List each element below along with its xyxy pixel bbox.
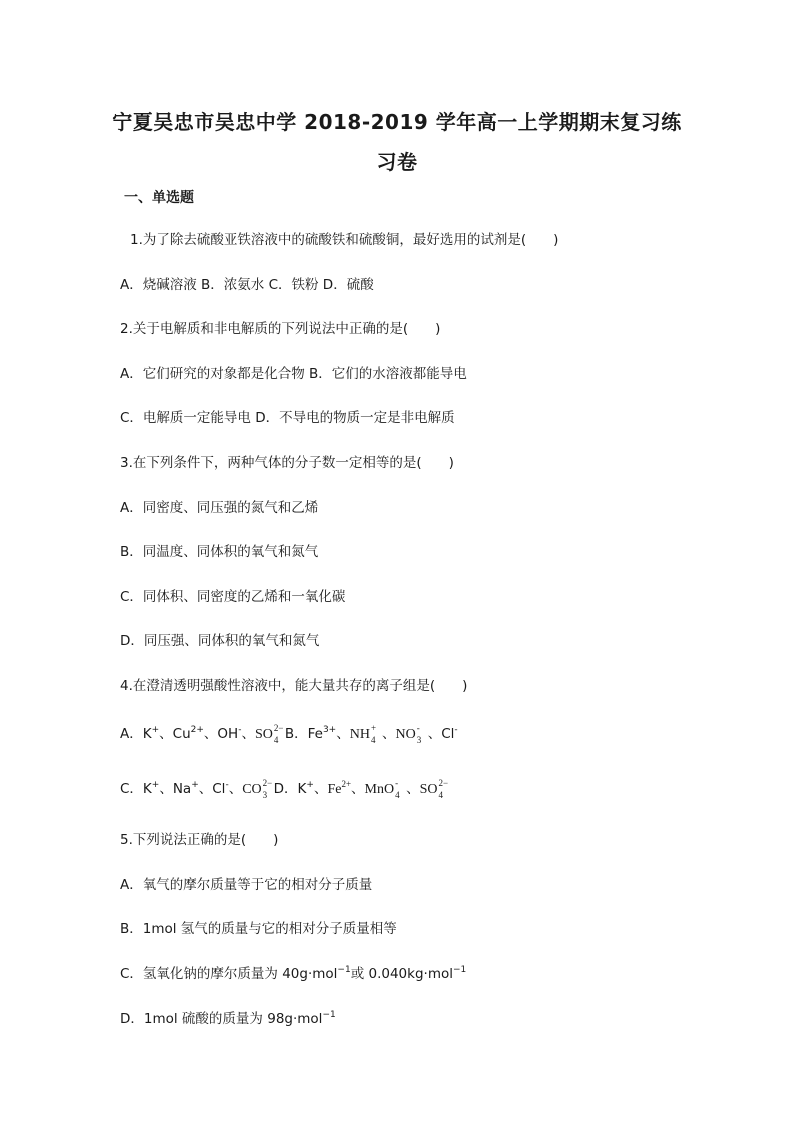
q4-co-symbol: CO: [242, 782, 262, 797]
q4-cu-charge: 2+: [190, 725, 204, 735]
q4-sep: 、: [336, 726, 350, 742]
q4-k-charge-c: +: [151, 780, 160, 790]
q5-c-text: C．氢氧化钠的摩尔质量为 40g·mol: [120, 966, 338, 982]
q4-so4-scripts: [273, 722, 285, 745]
q4-cl2-charge: -: [225, 780, 229, 790]
q4-so4-sub: 4: [273, 734, 279, 745]
q4-cu: Cu: [172, 726, 191, 742]
q5-d-text: D．1mol 硫酸的质量为 98g·mol: [120, 1011, 323, 1027]
q4-sep: 、: [351, 781, 365, 797]
q4-fe-symbol: Fe: [327, 782, 342, 797]
q5-stem: 5.下列说法正确的是( ): [120, 832, 279, 848]
q4-nh4-charge: +: [370, 722, 377, 733]
q4-sep: 、: [228, 781, 243, 797]
q4-co3-scripts: [262, 777, 274, 800]
q4-oh-charge: -: [238, 725, 242, 735]
q4-no3-sub: 3: [416, 734, 422, 745]
q4-options-cd: [120, 777, 449, 800]
q4-k-charge-d: +: [306, 780, 314, 790]
q4-mno4-charge: -: [395, 777, 399, 788]
q4-co3-charge: 2−: [262, 777, 273, 788]
q5-option-d: [120, 1010, 336, 1030]
q3-option-d: D．同压强、同体积的氧气和氮气: [120, 633, 320, 649]
q4-a-prefix: A．K: [120, 726, 152, 742]
q4-so4-d-scripts: [437, 777, 449, 800]
q4-fe2: [327, 779, 352, 797]
q4-so-symbol-d: SO: [419, 782, 438, 797]
q4-so4-d-sub: 4: [438, 789, 443, 800]
q4-so-symbol: SO: [254, 727, 273, 742]
q4-na-charge: +: [191, 780, 199, 790]
q4-sep: 、: [313, 781, 328, 797]
q4-sep: 、: [241, 726, 255, 742]
q4-so4-a: [254, 722, 285, 745]
q4-cl2: 、Cl: [198, 781, 226, 797]
q4-no3-scripts: [416, 722, 428, 745]
q4-so4-d: [419, 777, 450, 800]
q4-stem: 4.在澄清透明强酸性溶液中，能大量共存的离子组是( ): [120, 678, 468, 694]
q4-mno-symbol: MnO: [364, 782, 395, 797]
q4-oh: 、OH: [203, 726, 239, 742]
q4-so4-charge: 2−: [273, 722, 284, 733]
q4-co3-sub: 3: [262, 789, 268, 800]
q4-sep: 、: [159, 781, 173, 797]
doc-title-line2: 习卷: [376, 150, 418, 174]
q4-cl: Cl: [441, 726, 455, 742]
q3-option-a: A．同密度、同压强的氮气和乙烯: [120, 500, 319, 516]
q4-mno4-sub: 4: [395, 789, 400, 800]
q4-nh-symbol: NH: [349, 727, 370, 742]
section-heading: 一、单选题: [124, 190, 194, 206]
q4-nh4: [349, 722, 382, 745]
q5-option-a: A．氧气的摩尔质量等于它的相对分子质量: [120, 877, 373, 893]
q3-option-b: B．同温度、同体积的氧气和氮气: [120, 544, 319, 560]
q4-sep: 、: [381, 726, 396, 742]
q4-so4-d-charge: 2−: [438, 777, 449, 788]
q2-stem: 2.关于电解质和非电解质的下列说法中正确的是( ): [120, 321, 441, 337]
q5-c-exp1: −1: [337, 965, 351, 975]
q4-sep: 、: [159, 726, 173, 742]
q3-stem: 3.在下列条件下，两种气体的分子数一定相等的是( ): [120, 455, 454, 471]
q4-fe2-charge: 2+: [341, 779, 352, 789]
q4-mno4-scripts: [394, 777, 406, 800]
q4-b-prefix: B．Fe: [284, 726, 323, 742]
q4-na: Na: [172, 781, 192, 797]
q1-options: A．烧碱溶液 B．浓氨水 C．铁粉 D．硫酸: [120, 277, 374, 293]
q5-option-b: B．1mol 氢气的质量与它的相对分子质量相等: [120, 921, 397, 937]
q4-nh4-scripts: [370, 722, 382, 745]
q4-no-symbol: NO: [395, 727, 416, 742]
q4-k-charge: +: [151, 725, 160, 735]
q4-c-prefix: C．K: [120, 781, 152, 797]
q4-fe-charge: 3+: [322, 725, 337, 735]
q2-options-cd: C．电解质一定能导电 D．不导电的物质一定是非电解质: [120, 410, 455, 426]
q5-c-exp2: −1: [452, 965, 467, 975]
q5-option-c: [120, 965, 466, 985]
q4-cl-charge: -: [454, 725, 458, 735]
q4-options-ab: [120, 722, 458, 745]
q4-mno4: [364, 777, 407, 800]
q5-d-exp: −1: [322, 1010, 336, 1020]
q4-sep: 、: [406, 781, 420, 797]
q1-stem: 1.为了除去硫酸亚铁溶液中的硫酸铁和硫酸铜，最好选用的试剂是( ): [130, 232, 559, 248]
q3-option-c: C．同体积、同密度的乙烯和一氧化碳: [120, 589, 346, 605]
q4-no3: [395, 722, 427, 745]
q4-sep: 、: [427, 726, 442, 742]
q4-nh4-sub: 4: [370, 734, 376, 745]
q4-d-prefix: D．K: [273, 781, 307, 797]
q5-c-mid: 或 0.040kg·mol: [350, 966, 453, 982]
q4-co3: [242, 777, 273, 800]
q2-options-ab: A．它们研究的对象都是化合物 B．它们的水溶液都能导电: [120, 366, 467, 382]
q4-no3-charge: -: [416, 722, 420, 733]
doc-title-line1: 宁夏吴忠市吴忠中学 2018-2019 学年高一上学期期末复习练: [112, 110, 682, 134]
